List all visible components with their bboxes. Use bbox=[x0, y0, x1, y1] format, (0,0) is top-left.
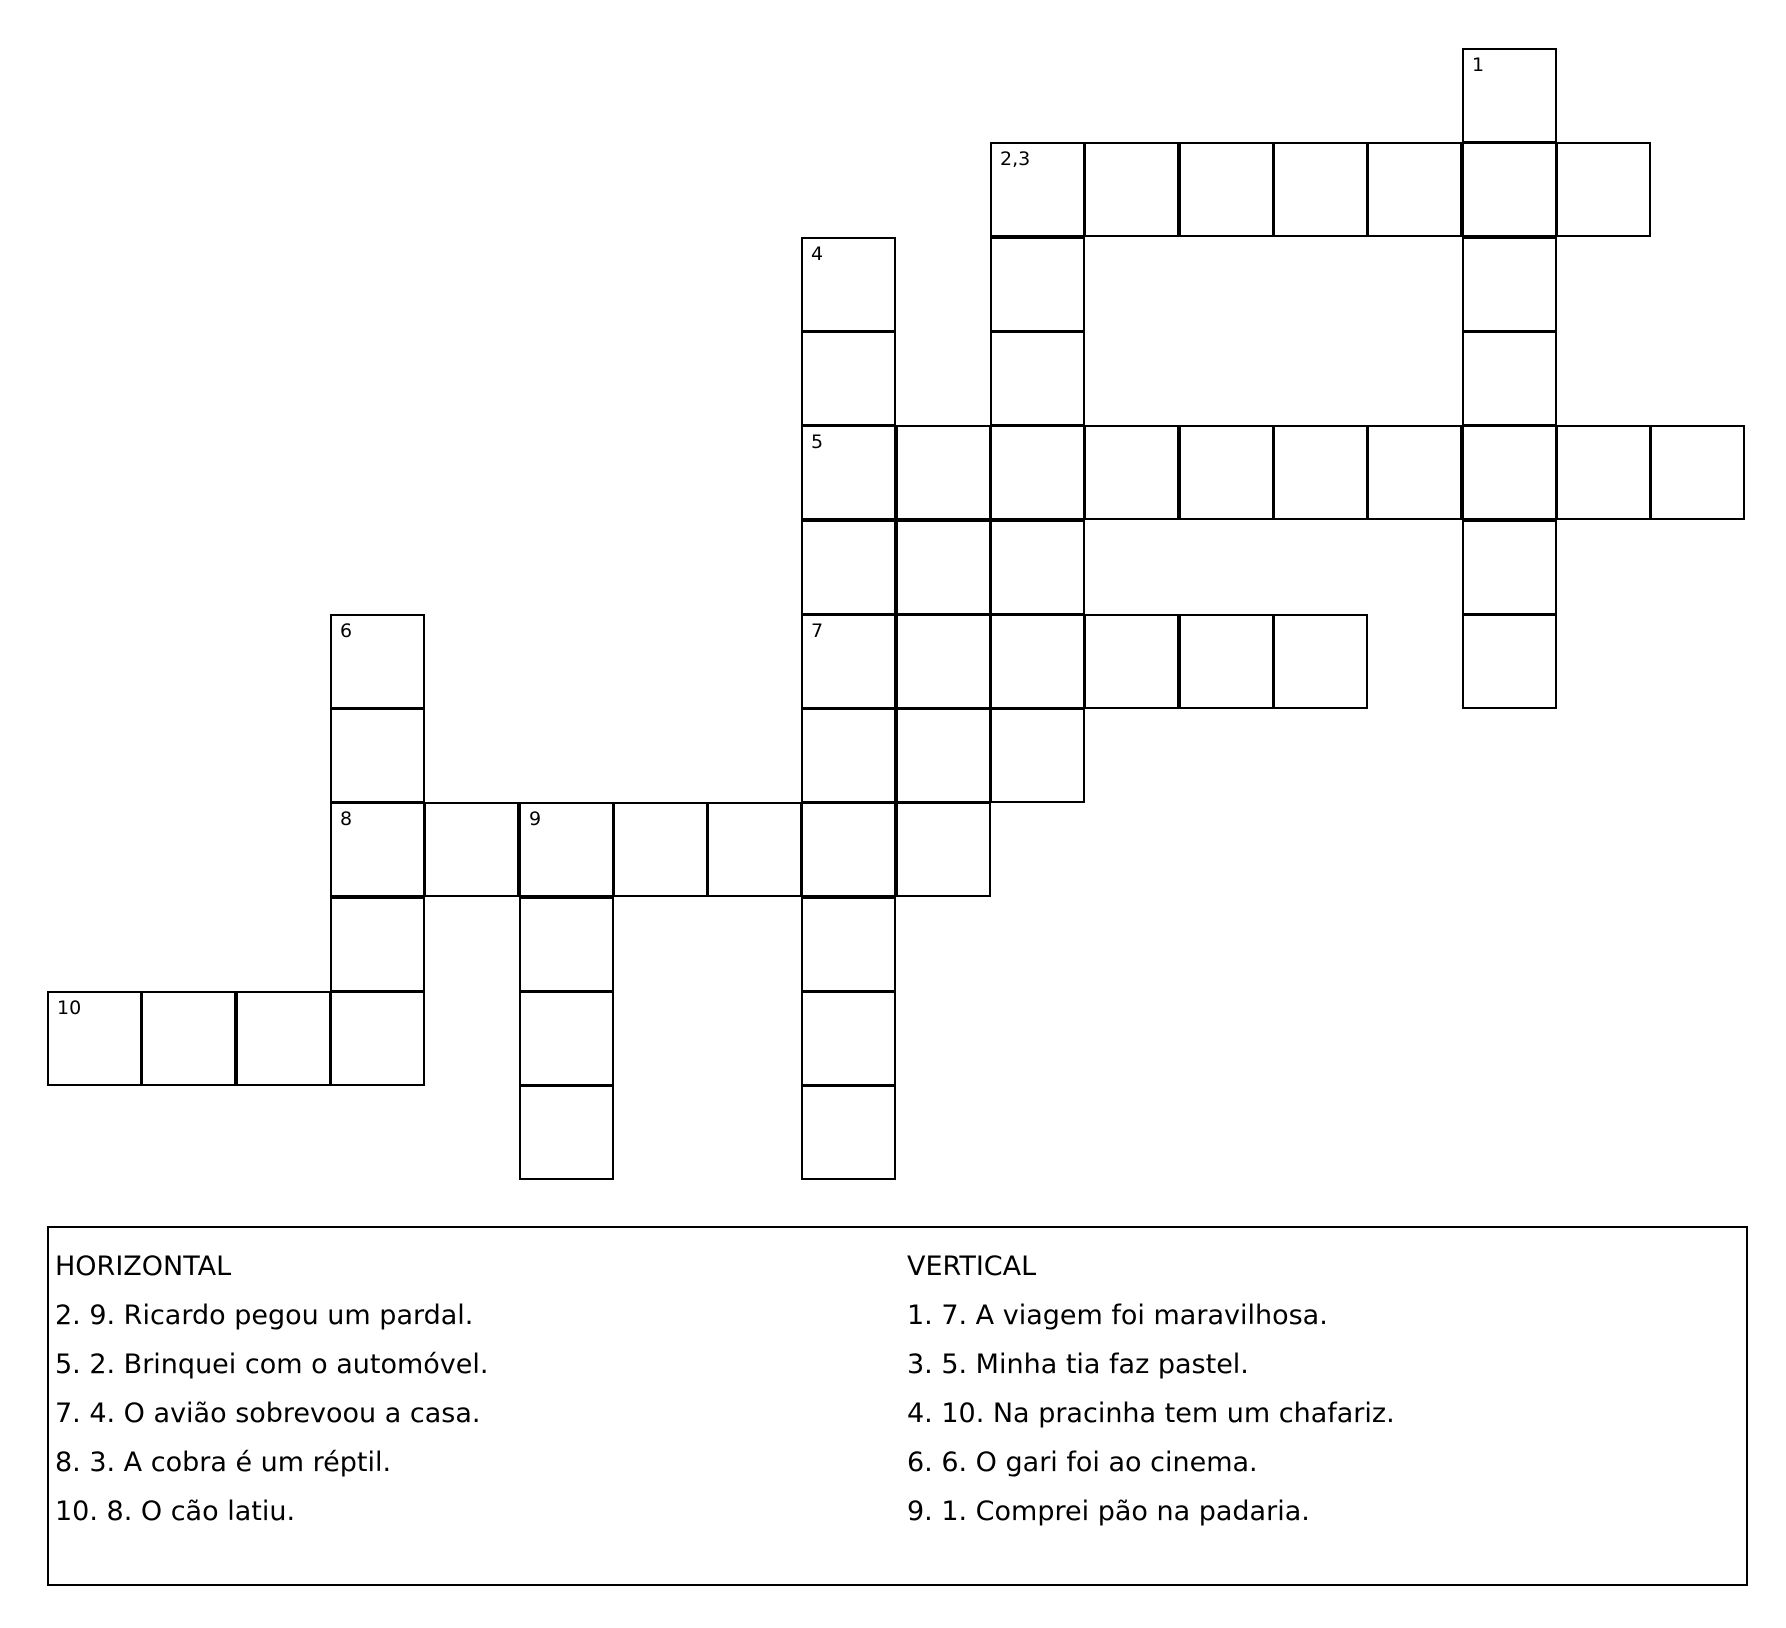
cell-number: 4 bbox=[811, 243, 824, 265]
clue-box bbox=[47, 1226, 1748, 1586]
crossword-cell[interactable] bbox=[1462, 425, 1557, 520]
crossword-cell[interactable] bbox=[896, 425, 991, 520]
horizontal-clue: 8. 3. A cobra é um réptil. bbox=[55, 1447, 392, 1478]
crossword-cell[interactable] bbox=[330, 614, 425, 709]
cell-number: 6 bbox=[340, 620, 353, 642]
cell-number: 1 bbox=[1472, 54, 1485, 76]
crossword-cell[interactable] bbox=[330, 991, 425, 1086]
crossword-cell[interactable] bbox=[519, 991, 614, 1086]
crossword-cell[interactable] bbox=[47, 991, 142, 1086]
crossword-cell[interactable] bbox=[236, 991, 331, 1086]
crossword-cell[interactable] bbox=[1084, 425, 1179, 520]
vertical-clue: 9. 1. Comprei pão na padaria. bbox=[907, 1496, 1310, 1527]
crossword-cell[interactable] bbox=[519, 802, 614, 897]
crossword-cell[interactable] bbox=[990, 142, 1085, 237]
crossword-cell[interactable] bbox=[1179, 425, 1274, 520]
crossword-cell[interactable] bbox=[707, 802, 802, 897]
crossword-cell[interactable] bbox=[1650, 425, 1745, 520]
crossword-cell[interactable] bbox=[1273, 614, 1368, 709]
crossword-cell[interactable] bbox=[141, 991, 236, 1086]
crossword-cell[interactable] bbox=[1084, 142, 1179, 237]
horizontal-clues bbox=[55, 1242, 488, 1536]
crossword-cell[interactable] bbox=[1273, 425, 1368, 520]
crossword-cell[interactable] bbox=[896, 520, 991, 615]
crossword-cell[interactable] bbox=[990, 425, 1085, 520]
crossword-cell[interactable] bbox=[801, 708, 896, 803]
crossword-cell[interactable] bbox=[1462, 48, 1557, 143]
crossword-cell[interactable] bbox=[1462, 614, 1557, 709]
crossword-cell[interactable] bbox=[1462, 331, 1557, 426]
crossword-cell[interactable] bbox=[519, 1085, 614, 1180]
crossword-cell[interactable] bbox=[1179, 142, 1274, 237]
crossword-cell[interactable] bbox=[896, 614, 991, 709]
cell-number: 5 bbox=[811, 431, 824, 453]
crossword-cell[interactable] bbox=[801, 520, 896, 615]
cell-number: 10 bbox=[57, 997, 82, 1019]
crossword-cell[interactable] bbox=[801, 1085, 896, 1180]
cell-number: 8 bbox=[340, 808, 353, 830]
crossword-cell[interactable] bbox=[801, 991, 896, 1086]
crossword-cell[interactable] bbox=[1367, 425, 1462, 520]
vertical-clue: 6. 6. O gari foi ao cinema. bbox=[907, 1447, 1258, 1478]
crossword-cell[interactable] bbox=[424, 802, 519, 897]
crossword-cell[interactable] bbox=[801, 897, 896, 992]
crossword-cell[interactable] bbox=[1462, 142, 1557, 237]
crossword-cell[interactable] bbox=[801, 331, 896, 426]
crossword-cell[interactable] bbox=[801, 614, 896, 709]
cell-number: 2,3 bbox=[1000, 148, 1031, 170]
crossword-cell[interactable] bbox=[990, 614, 1085, 709]
vertical-clues bbox=[907, 1242, 1395, 1536]
crossword-cell[interactable] bbox=[330, 897, 425, 992]
cell-number: 9 bbox=[529, 808, 542, 830]
vertical-clue: 3. 5. Minha tia faz pastel. bbox=[907, 1349, 1249, 1380]
crossword-cell[interactable] bbox=[801, 802, 896, 897]
crossword-cell[interactable] bbox=[1462, 520, 1557, 615]
crossword-cell[interactable] bbox=[990, 708, 1085, 803]
crossword-cell[interactable] bbox=[330, 708, 425, 803]
cell-number: 7 bbox=[811, 620, 824, 642]
horizontal-heading: HORIZONTAL bbox=[55, 1251, 232, 1282]
vertical-heading: VERTICAL bbox=[907, 1251, 1037, 1282]
crossword-cell[interactable] bbox=[330, 802, 425, 897]
crossword-cell[interactable] bbox=[1367, 142, 1462, 237]
crossword-cell[interactable] bbox=[1556, 425, 1651, 520]
crossword-cell[interactable] bbox=[990, 237, 1085, 332]
vertical-clue: 4. 10. Na pracinha tem um chafariz. bbox=[907, 1398, 1395, 1429]
crossword-cell[interactable] bbox=[896, 802, 991, 897]
crossword-cell[interactable] bbox=[1084, 614, 1179, 709]
vertical-clue: 1. 7. A viagem foi maravilhosa. bbox=[907, 1300, 1328, 1331]
crossword-cell[interactable] bbox=[896, 708, 991, 803]
horizontal-clue: 7. 4. O avião sobrevoou a casa. bbox=[55, 1398, 481, 1429]
horizontal-clue: 2. 9. Ricardo pegou um pardal. bbox=[55, 1300, 474, 1331]
crossword-cell[interactable] bbox=[1273, 142, 1368, 237]
crossword-cell[interactable] bbox=[801, 425, 896, 520]
crossword-cell[interactable] bbox=[1179, 614, 1274, 709]
crossword-cell[interactable] bbox=[990, 331, 1085, 426]
horizontal-clue: 5. 2. Brinquei com o automóvel. bbox=[55, 1349, 489, 1380]
crossword-cell[interactable] bbox=[519, 897, 614, 992]
crossword-cell[interactable] bbox=[990, 520, 1085, 615]
crossword-cell[interactable] bbox=[1462, 237, 1557, 332]
crossword-cell[interactable] bbox=[801, 237, 896, 332]
horizontal-clue: 10. 8. O cão latiu. bbox=[55, 1496, 296, 1527]
crossword-cell[interactable] bbox=[613, 802, 708, 897]
crossword-cell[interactable] bbox=[1556, 142, 1651, 237]
